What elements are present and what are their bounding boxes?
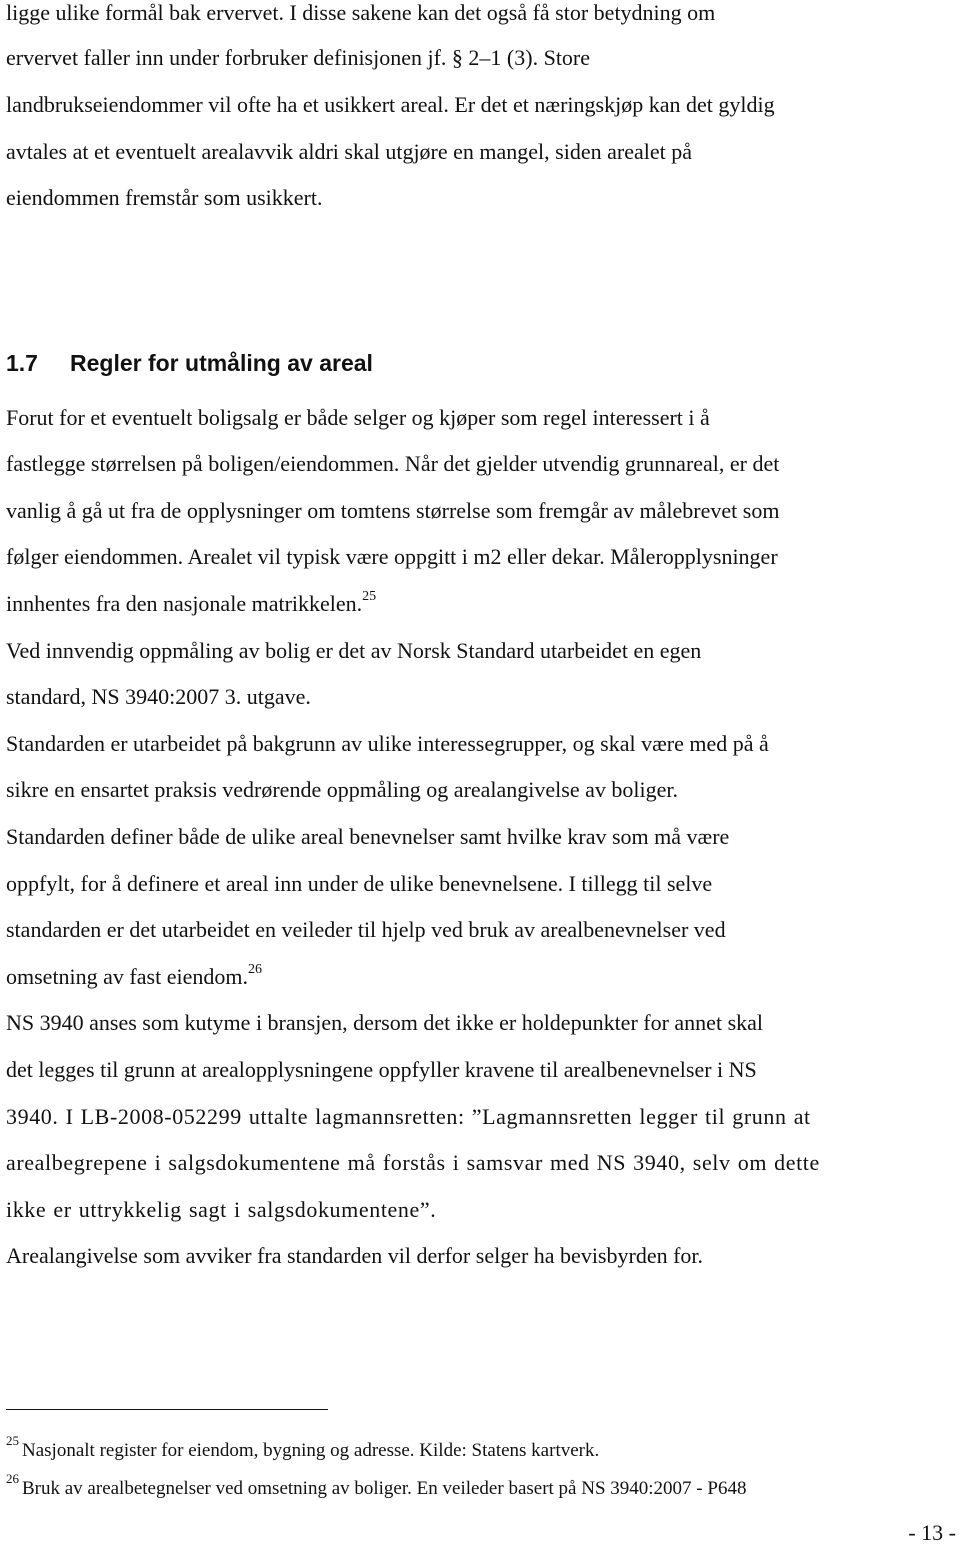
line-text: innhentes fra den nasjonale matrikkelen.: [6, 591, 363, 616]
text-line: Ved innvendig oppmåling av bolig er det av Norsk Standard utarbeidet en egen: [6, 638, 702, 663]
text-line: ervervet faller inn under forbruker definisjonen jf. § 2–1 (3). Store: [6, 45, 591, 70]
footnote-reference[interactable]: 25: [362, 588, 377, 604]
section-number: 1.7: [6, 350, 38, 376]
footnote-separator: [6, 1409, 328, 1410]
text-line: Forut for et eventuelt boligsalg er både selger og kjøper som regel interessert i å: [6, 405, 710, 430]
text-line: [6, 961, 262, 990]
footnote: [6, 1432, 600, 1462]
page-number: - 13 -: [908, 1520, 956, 1545]
section-heading: [6, 349, 373, 377]
text-line: [6, 588, 377, 617]
text-line: NS 3940 anses som kutyme i bransjen, dersom det ikke er holdepunkter for annet skal: [6, 1010, 764, 1035]
footnote-number: 25: [6, 1432, 19, 1448]
text-line: standard, NS 3940:2007 3. utgave.: [6, 684, 311, 709]
text-line: fastlegge størrelsen på boligen/eiendommen. Når det gjelder utvendig grunnareal, er det: [6, 451, 780, 476]
text-line: følger eiendommen. Arealet vil typisk være oppgitt i m2 eller dekar. Måleropplysninger: [6, 544, 778, 569]
text-line: oppfylt, for å definere et areal inn under de ulike benevnelsene. I tillegg til selve: [6, 871, 713, 896]
footnote: [6, 1470, 747, 1500]
text-line: eiendommen fremstår som usikkert.: [6, 185, 323, 210]
quote-line: 3940. I LB-2008-052299 uttalte lagmannsretten: ”Lagmannsretten legger til grunn at: [6, 1104, 811, 1129]
text-line: landbrukseiendommer vil ofte ha et usikkert areal. Er det et næringskjøp kan det gyldig: [6, 92, 775, 117]
footnote-number: 26: [6, 1470, 19, 1486]
footnote-reference[interactable]: 26: [247, 961, 262, 977]
text-line: Standarden definer både de ulike areal benevnelser samt hvilke krav som må være: [6, 824, 730, 849]
quote-line: arealbegrepene i salgsdokumentene må forstås i samsvar med NS 3940, selv om dette: [6, 1150, 820, 1175]
section-title: Regler for utmåling av areal: [70, 350, 373, 376]
line-text: omsetning av fast eiendom.: [6, 964, 248, 989]
text-line: Arealangivelse som avviker fra standarden vil derfor selger ha bevisbyrden for.: [6, 1243, 704, 1268]
footnote-text: Bruk av arealbetegnelser ved omsetning av boliger. En veileder basert på NS 3940:2007 - P648: [22, 1478, 747, 1499]
text-line: ligge ulike formål bak ervervet. I disse sakene kan det også få stor betydning om: [6, 0, 716, 25]
text-line: vanlig å gå ut fra de opplysninger om tomtens størrelse som fremgår av målebrevet som: [6, 498, 780, 523]
footnote-text: Nasjonalt register for eiendom, bygning og adresse. Kilde: Statens kartverk.: [22, 1440, 600, 1461]
text-line: standarden er det utarbeidet en veileder til hjelp ved bruk av arealbenevnelser ved: [6, 917, 726, 942]
text-line: avtales at et eventuelt arealavvik aldri skal utgjøre en mangel, siden arealet på: [6, 139, 692, 164]
text-line: det legges til grunn at arealopplysningene oppfyller kravene til arealbenevnelser i NS: [6, 1057, 757, 1082]
text-line: sikre en ensartet praksis vedrørende oppmåling og arealangivelse av boliger.: [6, 777, 678, 802]
quote-line: ikke er uttrykkelig sagt i salgsdokumentene”.: [6, 1197, 437, 1222]
text-line: Standarden er utarbeidet på bakgrunn av ulike interessegrupper, og skal være med på å: [6, 731, 769, 756]
